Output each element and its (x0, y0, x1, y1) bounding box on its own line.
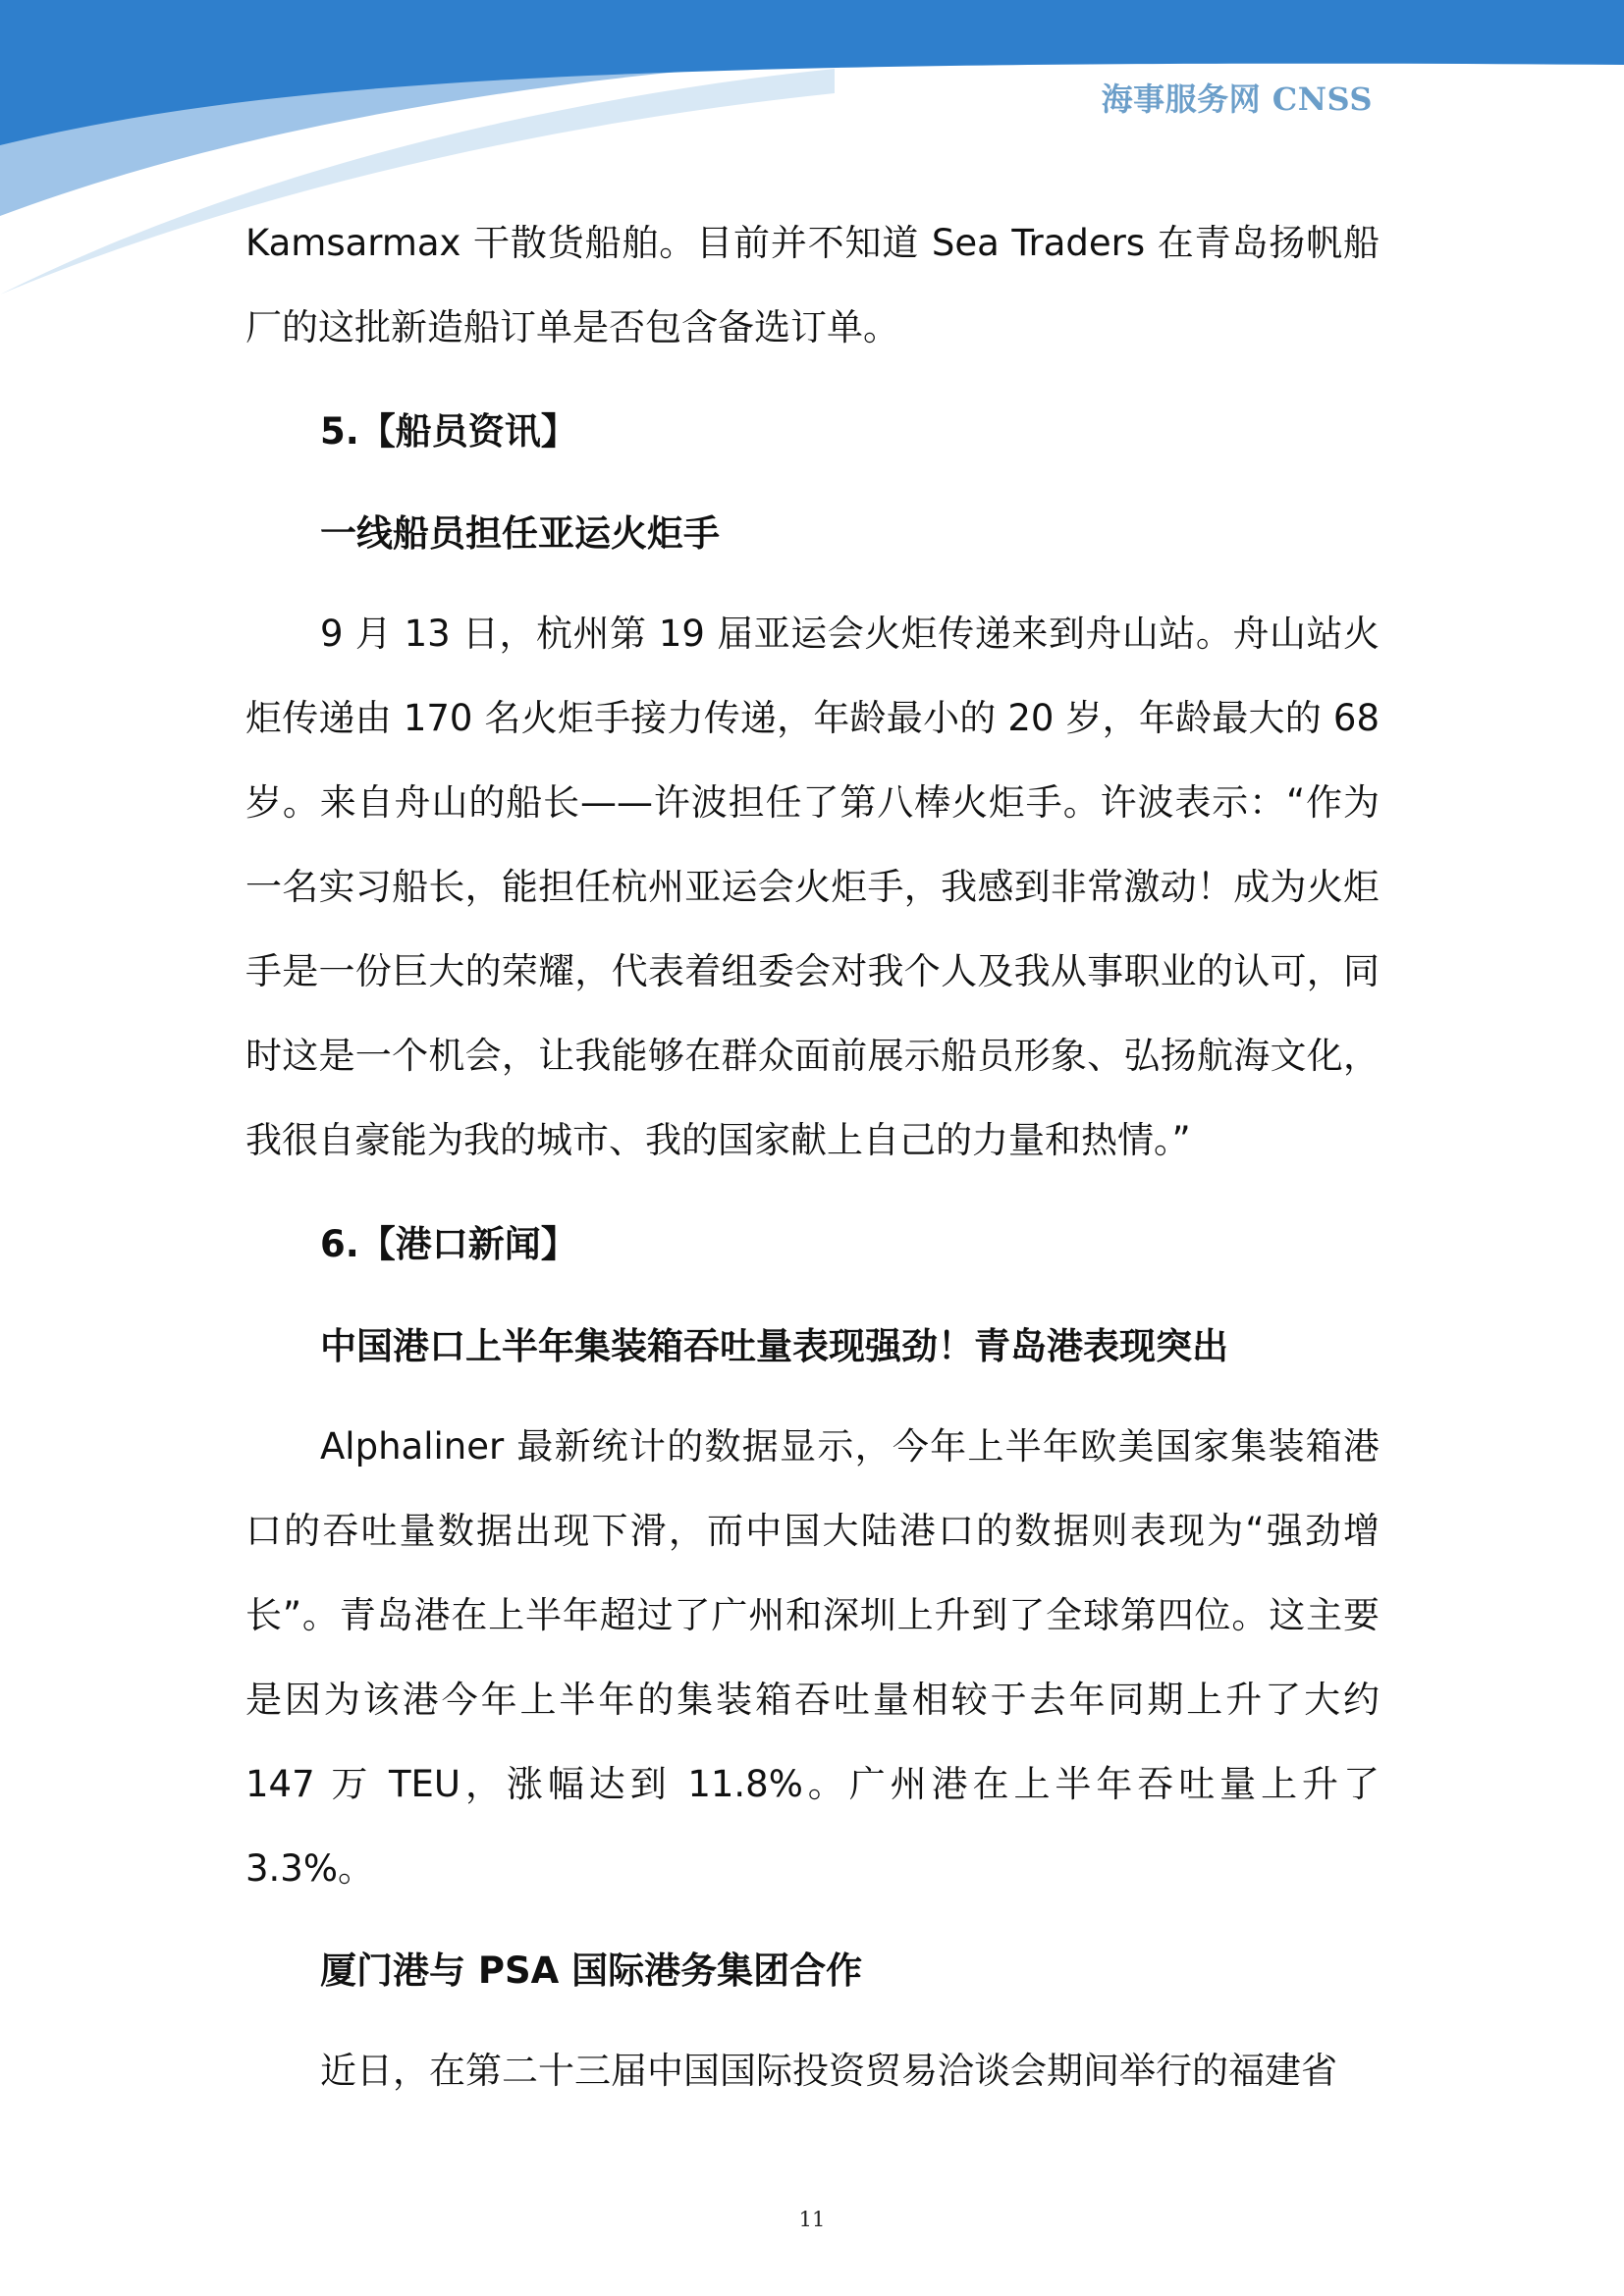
intro-paragraph: Kamsarmax 干散货船舶。目前并不知道 Sea Traders 在青岛扬帆船厂的这批新造船订单是否包含备选订单。 (245, 222, 1380, 348)
article-title-torchbearer: 一线船员担任亚运火炬手 (320, 512, 720, 555)
page-number: 11 (798, 2208, 826, 2231)
article-paragraph-container-throughput: Alphaliner 最新统计的数据显示，今年上半年欧美国家集装箱港口的吞吐量数据出现下滑，而中国大陆港口的数据则表现为“强劲增长”。青岛港在上半年超过了广州和深圳上升到了全球第四位。这主要是因为该港今年上半年的集装箱吞吐量相较于去年同期上升了大约 147 万 TEU，涨幅达到 11.8%。广州港在上半年吞吐量上升了 3.3%。 (245, 1425, 1380, 1890)
document-body (245, 201, 1380, 2113)
article-paragraph-torchbearer: 9 月 13 日，杭州第 19 届亚运会火炬传递来到舟山站。舟山站火炬传递由 170 名火炬手接力传递，年龄最小的 20 岁，年龄最大的 68 岁。来自舟山的船长——许波担任了第八棒火炬手。许波表示：“作为一名实习船长，能担任杭州亚运会火炬手，我感到非常激动！成为火炬手是一份巨大的荣耀，代表着组委会对我个人及我从事职业的认可，同时这是一个机会，让我能够在群众面前展示船员形象、弘扬航海文化，我很自豪能为我的城市、我的国家献上自己的力量和热情。” (245, 613, 1380, 1161)
section-heading-crew-news: 5.【船员资讯】 (320, 410, 577, 453)
article-title-xiamen-psa: 厦门港与 PSA 国际港务集团合作 (320, 1949, 863, 1992)
article-paragraph-xiamen-psa: 近日，在第二十三届中国国际投资贸易洽谈会期间举行的福建省 (320, 2050, 1337, 2092)
brand-logo-text: 海事服务网 CNSS (1101, 80, 1373, 118)
article-title-container-throughput: 中国港口上半年集装箱吞吐量表现强劲！青岛港表现突出 (320, 1325, 1228, 1367)
section-heading-port-news: 6.【港口新闻】 (320, 1223, 577, 1265)
